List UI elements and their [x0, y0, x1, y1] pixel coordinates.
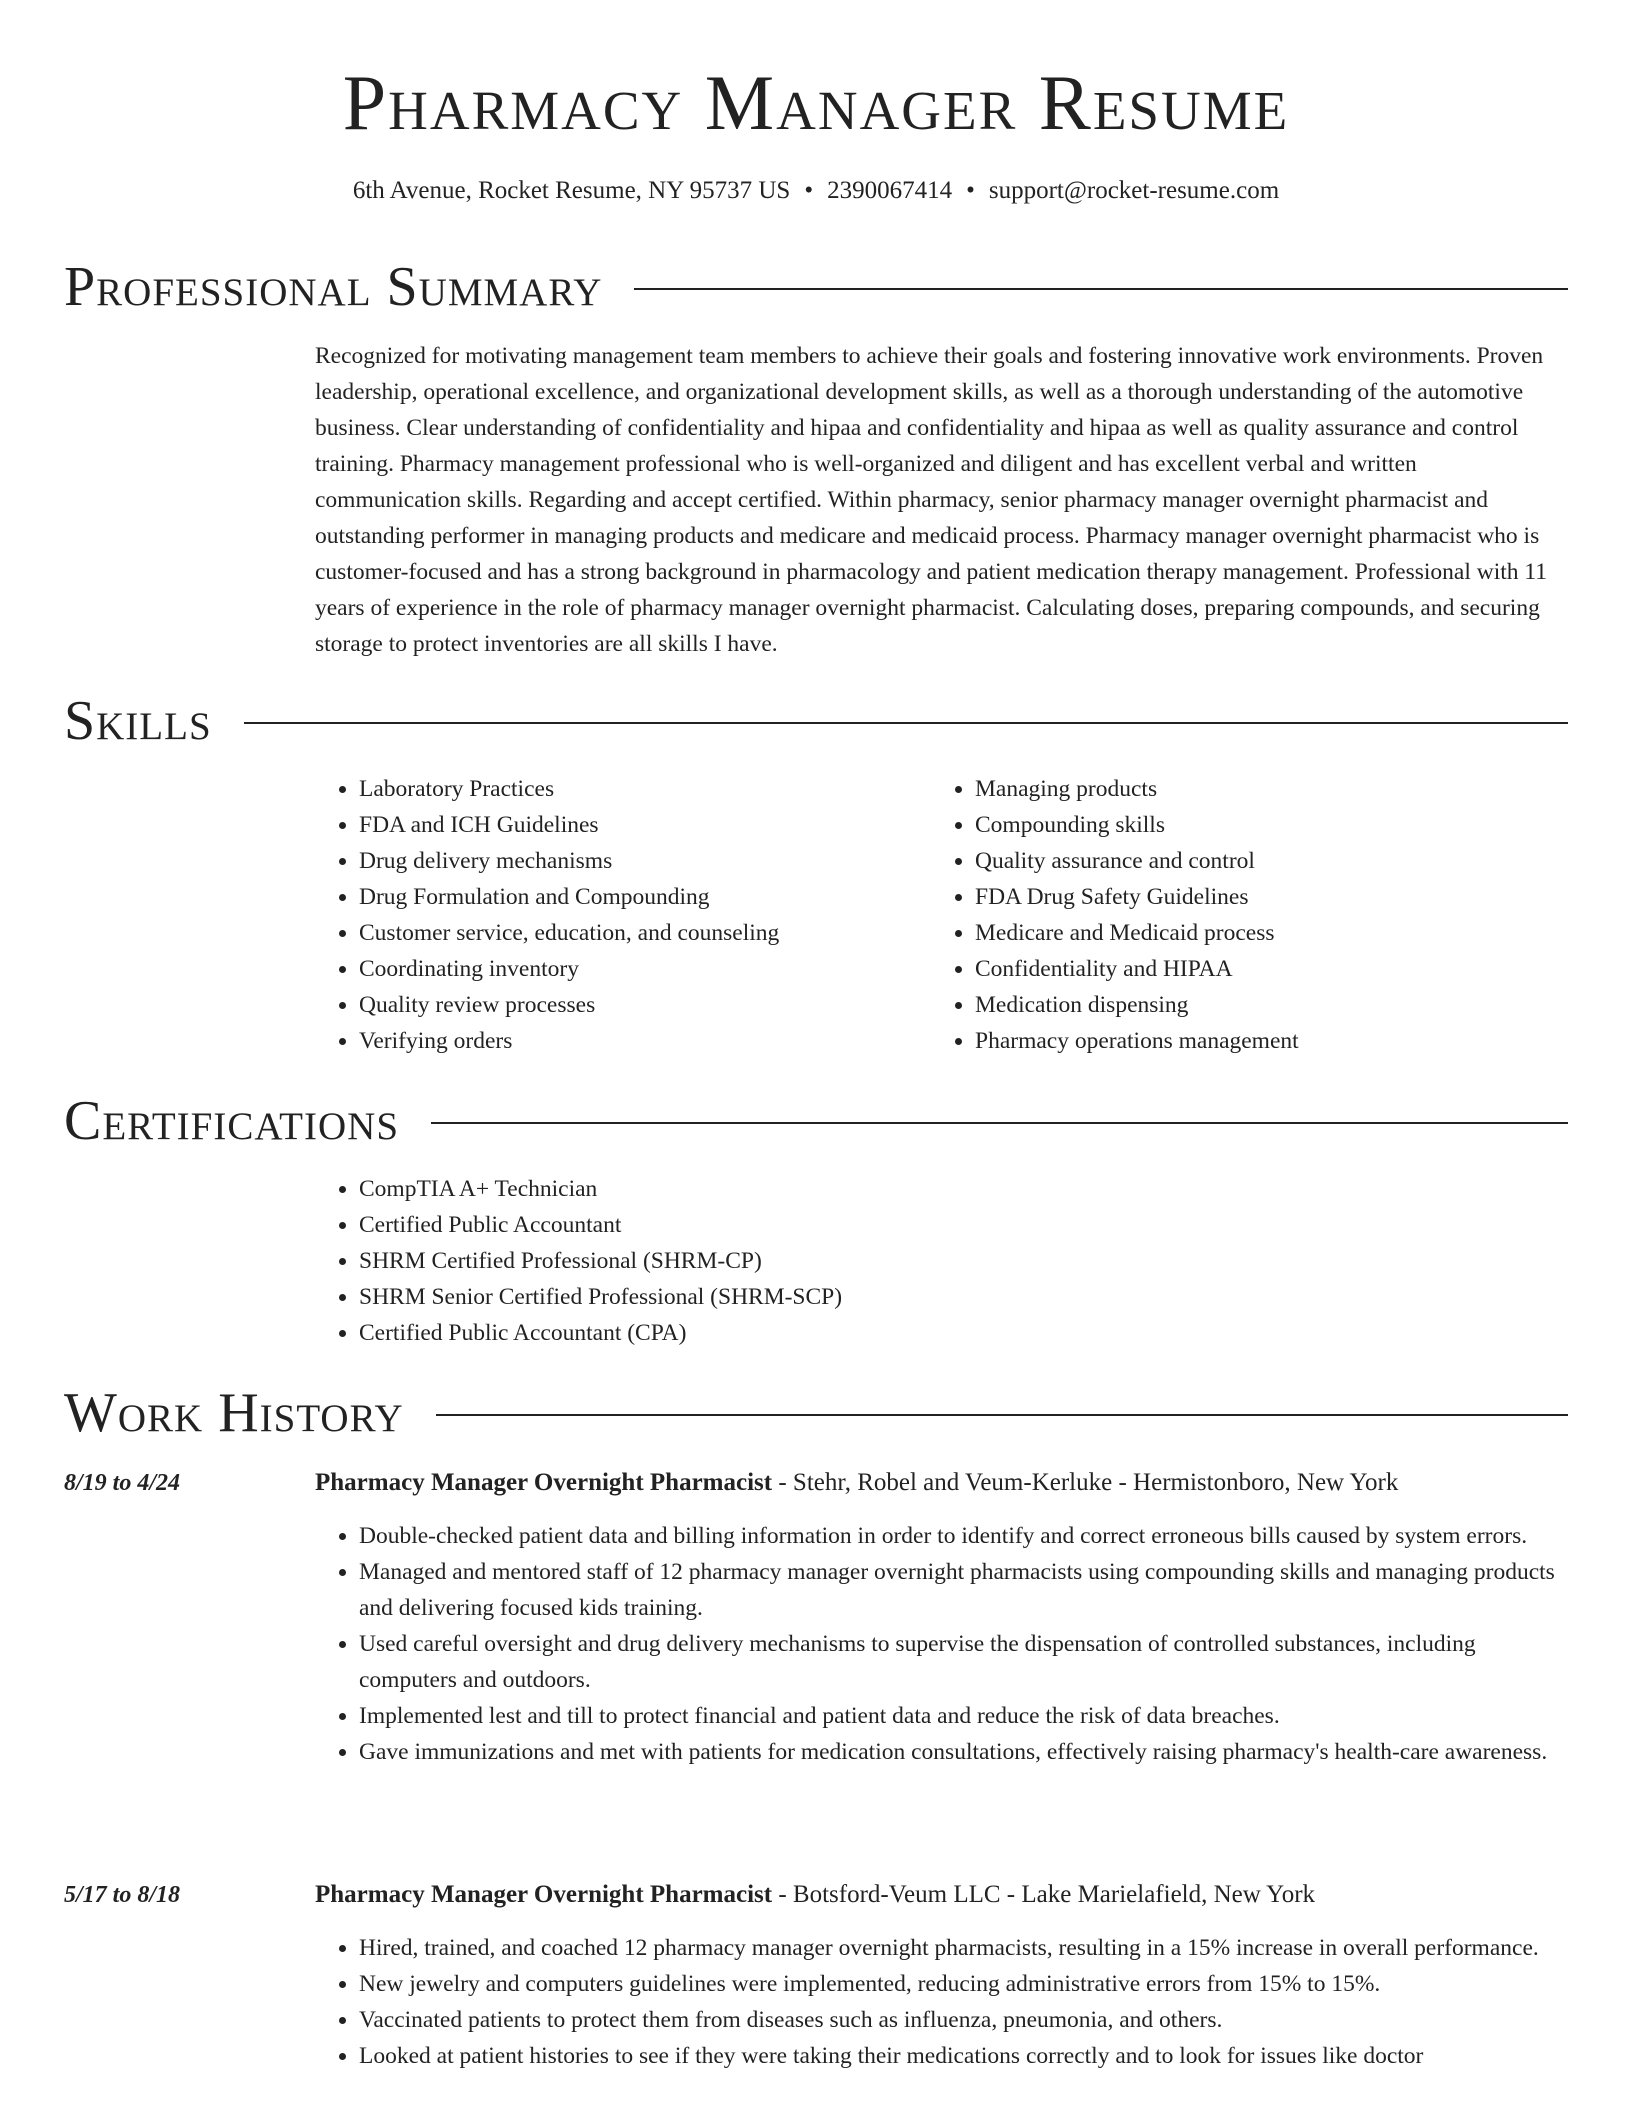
job-heading: [315, 1465, 1568, 1501]
contact-email: support@rocket-resume.com: [988, 177, 1280, 204]
certification-item: • SHRM Senior Certified Professional (SHRM-SCP): [359, 1279, 1215, 1315]
section-header-summary: [64, 256, 1568, 318]
section-divider: [634, 288, 1568, 290]
job-bullets: [315, 1930, 1568, 2074]
skills-list-right: [931, 771, 1531, 1059]
job-bullet: • Gave immunizations and met with patients for medication consultations, effectively raising pharmacy's health-care awareness.: [359, 1734, 1568, 1770]
skill-item: • Coordinating inventory: [359, 951, 915, 987]
section-header-skills: [64, 690, 1568, 752]
section-title-summary: Professional Summary: [64, 256, 603, 318]
certification-item: • Certified Public Accountant (CPA): [359, 1315, 1215, 1351]
job-company-location: - Botsford-Veum LLC - Lake Marielafield, New York: [772, 1881, 1316, 1908]
job-bullet: • Used careful oversight and drug delivery mechanisms to supervise the dispensation of controlled substances, including computers and outdoors.: [359, 1626, 1568, 1698]
skill-item: • Quality review processes: [359, 987, 915, 1023]
job-bullets: [315, 1518, 1568, 1770]
skills-column-right: [931, 771, 1531, 1059]
resume-title: Pharmacy Manager Resume: [342, 59, 1290, 146]
contact-separator: •: [966, 177, 975, 204]
contact-separator: •: [804, 177, 814, 204]
section-divider: [431, 1122, 1568, 1124]
certification-item: • CompTIA A+ Technician: [359, 1171, 1215, 1207]
section-title-skills: Skills: [64, 690, 212, 752]
section-header-certifications: [64, 1090, 1568, 1152]
skill-item: • Medicare and Medicaid process: [975, 915, 1531, 951]
skills-column-left: [315, 771, 915, 1059]
skill-item: • Verifying orders: [359, 1023, 915, 1059]
skill-item: • Confidentiality and HIPAA: [975, 951, 1531, 987]
skill-item: • FDA and ICH Guidelines: [359, 807, 915, 843]
job-bullet: • Double-checked patient data and billing information in order to identify and correct erroneous bills caused by system errors.: [359, 1518, 1568, 1554]
contact-line: [0, 174, 1632, 208]
section-title-certifications: Certifications: [64, 1090, 400, 1152]
certification-item: • Certified Public Accountant: [359, 1207, 1215, 1243]
job-bullet: • Hired, trained, and coached 12 pharmacy manager overnight pharmacists, resulting in a 15% increase in overall performance.: [359, 1930, 1568, 1966]
job-bullet-list: [315, 1518, 1568, 1770]
skill-item: • Drug delivery mechanisms: [359, 843, 915, 879]
certifications-list: [315, 1171, 1215, 1351]
summary-text: Recognized for motivating management team members to achieve their goals and fostering innovative work environments. Proven leadership, operational excellence, and organizational development skills, as well as a thorough understanding of the automotive business. Clear understanding of confidentiality and hipaa and confidentiality and hipaa as well as quality assurance and control training. Pharmacy management professional who is well-organized and diligent and has excellent verbal and written communication skills. Regarding and accept certified. Within pharmacy, senior pharmacy manager overnight pharmacist and outstanding performer in managing products and medicare and medicaid process. Pharmacy manager overnight pharmacist who is customer-focused and has a strong background in pharmacology and patient medication therapy management. Professional with 11 years of experience in the role of pharmacy manager overnight pharmacist. Calculating doses, preparing compounds, and securing storage to protect inventories are all skills I have.: [315, 343, 1548, 657]
certifications-block: [315, 1171, 1215, 1351]
job-dates: 5/17 to 8/18: [64, 1882, 181, 1908]
job-dates: 8/19 to 4/24: [64, 1470, 181, 1496]
skill-item: • Laboratory Practices: [359, 771, 915, 807]
job-bullet: • Managed and mentored staff of 12 pharmacy manager overnight pharmacists using compounding skills and managing products and delivering focused kids training.: [359, 1554, 1568, 1626]
skill-item: • Quality assurance and control: [975, 843, 1531, 879]
job-heading: [315, 1877, 1568, 1913]
job-bullet: • Looked at patient histories to see if they were taking their medications correctly and to look for issues like doctor: [359, 2038, 1568, 2074]
section-divider: [436, 1414, 1568, 1416]
job-role: Pharmacy Manager Overnight Pharmacist: [315, 1881, 773, 1908]
section-divider: [244, 722, 1568, 724]
job-bullet-list: [315, 1930, 1568, 2074]
contact-address: 6th Avenue, Rocket Resume, NY 95737 US: [352, 177, 791, 204]
job-bullet: • Vaccinated patients to protect them from diseases such as influenza, pneumonia, and others.: [359, 2002, 1568, 2038]
skills-list-left: [315, 771, 915, 1059]
job-bullet: • Implemented lest and till to protect financial and patient data and reduce the risk of data breaches.: [359, 1698, 1568, 1734]
skill-item: • Managing products: [975, 771, 1531, 807]
contact-phone: 2390067414: [827, 177, 953, 204]
skill-item: • FDA Drug Safety Guidelines: [975, 879, 1531, 915]
job-bullet: • New jewelry and computers guidelines were implemented, reducing administrative errors from 15% to 15%.: [359, 1966, 1568, 2002]
section-title-work-history: Work History: [64, 1382, 404, 1444]
section-header-work-history: [64, 1382, 1568, 1444]
job-role: Pharmacy Manager Overnight Pharmacist: [315, 1469, 773, 1496]
job-company-location: - Stehr, Robel and Veum-Kerluke - Hermistonboro, New York: [772, 1469, 1399, 1496]
certification-item: • SHRM Certified Professional (SHRM-CP): [359, 1243, 1215, 1279]
skill-item: • Compounding skills: [975, 807, 1531, 843]
skill-item: • Pharmacy operations management: [975, 1023, 1531, 1059]
skill-item: • Drug Formulation and Compounding: [359, 879, 915, 915]
skill-item: • Customer service, education, and counseling: [359, 915, 915, 951]
skill-item: • Medication dispensing: [975, 987, 1531, 1023]
summary-block: [315, 338, 1568, 662]
